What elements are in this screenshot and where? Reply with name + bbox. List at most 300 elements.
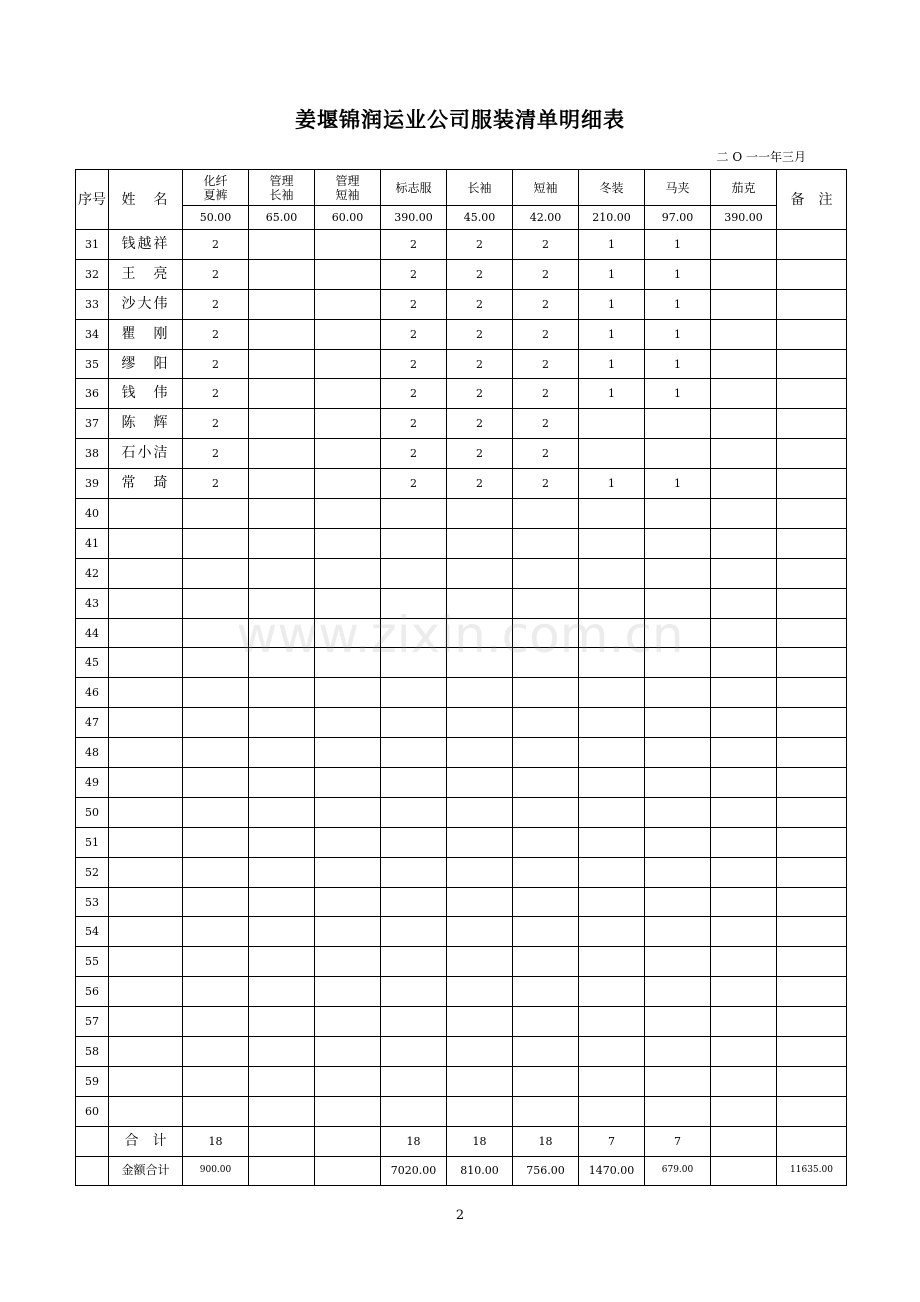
total-qty-5: 18 [447, 1126, 513, 1156]
row-qty-6 [513, 738, 579, 768]
row-qty-3 [315, 678, 381, 708]
row-qty-3 [315, 708, 381, 738]
row-qty-8: 1 [645, 379, 711, 409]
row-qty-3 [315, 469, 381, 499]
row-remark [777, 409, 847, 439]
row-qty-5: 2 [447, 379, 513, 409]
row-qty-4: 2 [381, 439, 447, 469]
row-qty-3 [315, 1007, 381, 1037]
row-remark [777, 977, 847, 1007]
row-qty-5 [447, 768, 513, 798]
row-qty-9 [711, 319, 777, 349]
row-seq: 33 [76, 289, 109, 319]
row-qty-1: 2 [183, 259, 249, 289]
row-name: 沙大伟 [109, 289, 183, 319]
row-qty-4 [381, 977, 447, 1007]
row-seq: 56 [76, 977, 109, 1007]
row-qty-4: 2 [381, 259, 447, 289]
row-qty-8: 1 [645, 230, 711, 260]
row-qty-4 [381, 1066, 447, 1096]
row-qty-6: 2 [513, 230, 579, 260]
amount-row [76, 1156, 847, 1185]
row-name [109, 887, 183, 917]
row-name [109, 499, 183, 529]
table-row [76, 588, 847, 618]
row-qty-9 [711, 857, 777, 887]
row-seq: 49 [76, 768, 109, 798]
row-qty-8 [645, 528, 711, 558]
row-seq: 58 [76, 1037, 109, 1067]
row-qty-2 [249, 349, 315, 379]
row-qty-4 [381, 708, 447, 738]
row-qty-1 [183, 708, 249, 738]
row-qty-6 [513, 1096, 579, 1126]
row-qty-6 [513, 1037, 579, 1067]
row-seq: 55 [76, 947, 109, 977]
row-qty-1: 2 [183, 349, 249, 379]
row-qty-5: 2 [447, 319, 513, 349]
table-row [76, 827, 847, 857]
row-remark [777, 528, 847, 558]
row-name [109, 738, 183, 768]
row-seq: 45 [76, 648, 109, 678]
row-qty-8 [645, 768, 711, 798]
amount-seq-blank [76, 1156, 109, 1185]
row-remark [777, 289, 847, 319]
row-qty-9 [711, 409, 777, 439]
price-item-4: 390.00 [381, 206, 447, 230]
row-remark [777, 917, 847, 947]
row-qty-4: 2 [381, 319, 447, 349]
row-qty-4 [381, 827, 447, 857]
row-qty-3 [315, 1096, 381, 1126]
row-qty-8 [645, 977, 711, 1007]
row-remark [777, 797, 847, 827]
row-remark [777, 588, 847, 618]
row-qty-8 [645, 708, 711, 738]
amount-value-6: 756.00 [513, 1156, 579, 1185]
row-seq: 59 [76, 1066, 109, 1096]
table-row [76, 1007, 847, 1037]
row-seq: 36 [76, 379, 109, 409]
row-qty-8 [645, 797, 711, 827]
row-qty-6: 2 [513, 349, 579, 379]
header-item-4: 标志服 [381, 170, 447, 206]
row-qty-9 [711, 917, 777, 947]
table-row [76, 528, 847, 558]
row-remark [777, 319, 847, 349]
row-qty-7: 1 [579, 349, 645, 379]
row-seq: 47 [76, 708, 109, 738]
row-qty-1: 2 [183, 319, 249, 349]
row-remark [777, 768, 847, 798]
row-qty-6 [513, 1007, 579, 1037]
total-qty-2 [249, 1126, 315, 1156]
row-qty-5 [447, 1007, 513, 1037]
row-qty-9 [711, 797, 777, 827]
amount-value-5: 810.00 [447, 1156, 513, 1185]
header-item-5: 长袖 [447, 170, 513, 206]
row-remark [777, 349, 847, 379]
table-row [76, 379, 847, 409]
row-name [109, 1066, 183, 1096]
table-row [76, 648, 847, 678]
row-qty-9 [711, 947, 777, 977]
row-qty-3 [315, 259, 381, 289]
row-remark [777, 1037, 847, 1067]
table-row [76, 947, 847, 977]
row-qty-6: 2 [513, 289, 579, 319]
row-qty-5: 2 [447, 259, 513, 289]
row-qty-4: 2 [381, 469, 447, 499]
row-name: 钱 伟 [109, 379, 183, 409]
row-qty-6 [513, 768, 579, 798]
document-title: 姜堰锦润运业公司服装清单明细表 [295, 108, 625, 132]
row-qty-4 [381, 558, 447, 588]
row-seq: 41 [76, 528, 109, 558]
row-qty-2 [249, 469, 315, 499]
row-qty-5: 2 [447, 439, 513, 469]
row-qty-8: 1 [645, 259, 711, 289]
row-qty-9 [711, 1007, 777, 1037]
row-qty-6: 2 [513, 439, 579, 469]
row-qty-7: 1 [579, 289, 645, 319]
row-qty-7 [579, 1096, 645, 1126]
row-qty-8 [645, 678, 711, 708]
row-remark [777, 857, 847, 887]
row-qty-5 [447, 857, 513, 887]
row-seq: 32 [76, 259, 109, 289]
row-qty-9 [711, 230, 777, 260]
row-qty-2 [249, 289, 315, 319]
row-name [109, 857, 183, 887]
amount-value-3 [315, 1156, 381, 1185]
row-qty-2 [249, 917, 315, 947]
row-qty-9 [711, 1066, 777, 1096]
row-seq: 60 [76, 1096, 109, 1126]
row-qty-1 [183, 887, 249, 917]
row-qty-4 [381, 588, 447, 618]
row-qty-7 [579, 827, 645, 857]
row-qty-3 [315, 409, 381, 439]
row-qty-7 [579, 977, 645, 1007]
row-qty-4 [381, 528, 447, 558]
total-remark [777, 1126, 847, 1156]
row-qty-1 [183, 857, 249, 887]
row-qty-4 [381, 1007, 447, 1037]
row-name: 陈 辉 [109, 409, 183, 439]
row-qty-2 [249, 259, 315, 289]
row-qty-4: 2 [381, 409, 447, 439]
row-name [109, 648, 183, 678]
row-remark [777, 558, 847, 588]
total-qty-6: 18 [513, 1126, 579, 1156]
row-qty-1: 2 [183, 409, 249, 439]
row-qty-4 [381, 618, 447, 648]
row-qty-7 [579, 1037, 645, 1067]
row-qty-1 [183, 499, 249, 529]
row-qty-7 [579, 588, 645, 618]
row-qty-8 [645, 917, 711, 947]
row-qty-5 [447, 827, 513, 857]
row-qty-4 [381, 1096, 447, 1126]
row-qty-1 [183, 558, 249, 588]
header-item-2: 管理 长袖 [249, 170, 315, 206]
row-name: 常 琦 [109, 469, 183, 499]
row-qty-5 [447, 678, 513, 708]
row-qty-2 [249, 528, 315, 558]
row-qty-8 [645, 738, 711, 768]
table-row [76, 469, 847, 499]
table-row [76, 887, 847, 917]
row-seq: 43 [76, 588, 109, 618]
row-qty-4: 2 [381, 349, 447, 379]
row-remark [777, 439, 847, 469]
amount-value-7: 1470.00 [579, 1156, 645, 1185]
row-qty-7 [579, 499, 645, 529]
row-qty-7: 1 [579, 230, 645, 260]
row-qty-5: 2 [447, 469, 513, 499]
row-qty-9 [711, 768, 777, 798]
row-qty-8 [645, 827, 711, 857]
table-row [76, 319, 847, 349]
row-qty-3 [315, 947, 381, 977]
row-qty-7 [579, 409, 645, 439]
row-qty-2 [249, 977, 315, 1007]
row-seq: 51 [76, 827, 109, 857]
row-qty-8 [645, 499, 711, 529]
row-remark [777, 648, 847, 678]
row-qty-7 [579, 797, 645, 827]
row-qty-7 [579, 917, 645, 947]
row-qty-9 [711, 648, 777, 678]
row-qty-3 [315, 349, 381, 379]
total-qty-7: 7 [579, 1126, 645, 1156]
row-qty-4 [381, 947, 447, 977]
row-qty-5: 2 [447, 289, 513, 319]
row-qty-9 [711, 618, 777, 648]
price-item-5: 45.00 [447, 206, 513, 230]
row-seq: 48 [76, 738, 109, 768]
row-name: 石小洁 [109, 439, 183, 469]
row-qty-4 [381, 768, 447, 798]
row-seq: 50 [76, 797, 109, 827]
amount-value-1: 900.00 [183, 1156, 249, 1185]
row-qty-9 [711, 259, 777, 289]
row-qty-3 [315, 439, 381, 469]
row-qty-7 [579, 648, 645, 678]
row-qty-9 [711, 439, 777, 469]
table-row [76, 349, 847, 379]
row-qty-6 [513, 588, 579, 618]
row-qty-9 [711, 289, 777, 319]
row-qty-4 [381, 738, 447, 768]
row-qty-7 [579, 708, 645, 738]
row-qty-2 [249, 887, 315, 917]
row-name [109, 768, 183, 798]
row-qty-7 [579, 558, 645, 588]
row-name [109, 917, 183, 947]
row-qty-6 [513, 1066, 579, 1096]
row-qty-8 [645, 1037, 711, 1067]
row-qty-9 [711, 708, 777, 738]
row-qty-2 [249, 678, 315, 708]
price-item-2: 65.00 [249, 206, 315, 230]
row-qty-1: 2 [183, 230, 249, 260]
row-seq: 35 [76, 349, 109, 379]
row-qty-1 [183, 588, 249, 618]
row-name [109, 618, 183, 648]
row-qty-4 [381, 797, 447, 827]
row-qty-5 [447, 977, 513, 1007]
table-row [76, 977, 847, 1007]
row-qty-3 [315, 319, 381, 349]
table-row [76, 917, 847, 947]
total-seq-blank [76, 1126, 109, 1156]
row-qty-6 [513, 917, 579, 947]
row-qty-8 [645, 1007, 711, 1037]
row-qty-4: 2 [381, 289, 447, 319]
clothing-list-table [75, 169, 847, 1186]
row-qty-6: 2 [513, 379, 579, 409]
row-qty-1: 2 [183, 469, 249, 499]
row-qty-1 [183, 1037, 249, 1067]
row-remark [777, 678, 847, 708]
row-name: 缪 阳 [109, 349, 183, 379]
row-qty-2 [249, 648, 315, 678]
row-qty-6 [513, 977, 579, 1007]
row-seq: 40 [76, 499, 109, 529]
document-date: 二 O 一一年三月 [716, 150, 806, 164]
row-qty-3 [315, 917, 381, 947]
row-qty-2 [249, 558, 315, 588]
header-item-3: 管理 短袖 [315, 170, 381, 206]
row-qty-8 [645, 618, 711, 648]
row-name [109, 558, 183, 588]
row-qty-6: 2 [513, 259, 579, 289]
row-qty-7: 1 [579, 379, 645, 409]
row-qty-6 [513, 708, 579, 738]
row-qty-6 [513, 558, 579, 588]
row-qty-3 [315, 289, 381, 319]
row-remark [777, 738, 847, 768]
row-remark [777, 499, 847, 529]
row-qty-6 [513, 947, 579, 977]
row-qty-8: 1 [645, 289, 711, 319]
row-qty-3 [315, 618, 381, 648]
row-qty-1: 2 [183, 289, 249, 319]
header-item-9: 茄克 [711, 170, 777, 206]
table-row [76, 797, 847, 827]
row-qty-2 [249, 1037, 315, 1067]
row-qty-5 [447, 499, 513, 529]
row-name [109, 827, 183, 857]
row-qty-8 [645, 1096, 711, 1126]
row-qty-7 [579, 439, 645, 469]
row-qty-3 [315, 230, 381, 260]
row-qty-5 [447, 947, 513, 977]
row-qty-3 [315, 1037, 381, 1067]
row-qty-9 [711, 379, 777, 409]
row-qty-8 [645, 439, 711, 469]
row-qty-6: 2 [513, 319, 579, 349]
amount-value-9 [711, 1156, 777, 1185]
row-qty-7: 1 [579, 259, 645, 289]
amount-total: 11635.00 [777, 1156, 847, 1185]
row-qty-4: 2 [381, 379, 447, 409]
row-qty-6 [513, 797, 579, 827]
row-qty-8 [645, 857, 711, 887]
row-qty-9 [711, 977, 777, 1007]
row-qty-7: 1 [579, 319, 645, 349]
table-row [76, 708, 847, 738]
row-qty-4 [381, 857, 447, 887]
table-row [76, 409, 847, 439]
row-name [109, 1096, 183, 1126]
row-qty-4 [381, 887, 447, 917]
row-qty-1 [183, 768, 249, 798]
table-row [76, 439, 847, 469]
row-qty-6 [513, 887, 579, 917]
page-number: 2 [455, 1208, 465, 1223]
price-item-6: 42.00 [513, 206, 579, 230]
row-qty-5 [447, 588, 513, 618]
row-qty-8 [645, 947, 711, 977]
row-qty-9 [711, 1096, 777, 1126]
amount-value-2 [249, 1156, 315, 1185]
row-qty-2 [249, 768, 315, 798]
row-qty-5 [447, 738, 513, 768]
row-qty-4 [381, 678, 447, 708]
row-qty-3 [315, 738, 381, 768]
watermark: www.zixin.com.cn [236, 606, 684, 664]
row-qty-1 [183, 977, 249, 1007]
row-qty-7 [579, 857, 645, 887]
row-qty-2 [249, 230, 315, 260]
row-qty-5 [447, 1037, 513, 1067]
row-seq: 53 [76, 887, 109, 917]
row-qty-9 [711, 678, 777, 708]
row-qty-8 [645, 588, 711, 618]
row-name [109, 947, 183, 977]
price-item-1: 50.00 [183, 206, 249, 230]
row-remark [777, 1066, 847, 1096]
row-qty-2 [249, 857, 315, 887]
total-qty-8: 7 [645, 1126, 711, 1156]
total-label: 合 计 [109, 1126, 183, 1156]
price-item-9: 390.00 [711, 206, 777, 230]
row-qty-9 [711, 558, 777, 588]
row-qty-4 [381, 499, 447, 529]
table-row [76, 1037, 847, 1067]
row-qty-3 [315, 558, 381, 588]
row-remark [777, 259, 847, 289]
row-qty-7 [579, 678, 645, 708]
row-qty-8 [645, 558, 711, 588]
row-qty-8: 1 [645, 469, 711, 499]
row-seq: 42 [76, 558, 109, 588]
amount-label: 金额合计 [109, 1156, 183, 1185]
row-qty-9 [711, 827, 777, 857]
row-remark [777, 618, 847, 648]
row-qty-5 [447, 1096, 513, 1126]
row-qty-5: 2 [447, 409, 513, 439]
row-seq: 57 [76, 1007, 109, 1037]
row-qty-8 [645, 409, 711, 439]
row-qty-6 [513, 499, 579, 529]
row-qty-3 [315, 1066, 381, 1096]
row-qty-1 [183, 678, 249, 708]
